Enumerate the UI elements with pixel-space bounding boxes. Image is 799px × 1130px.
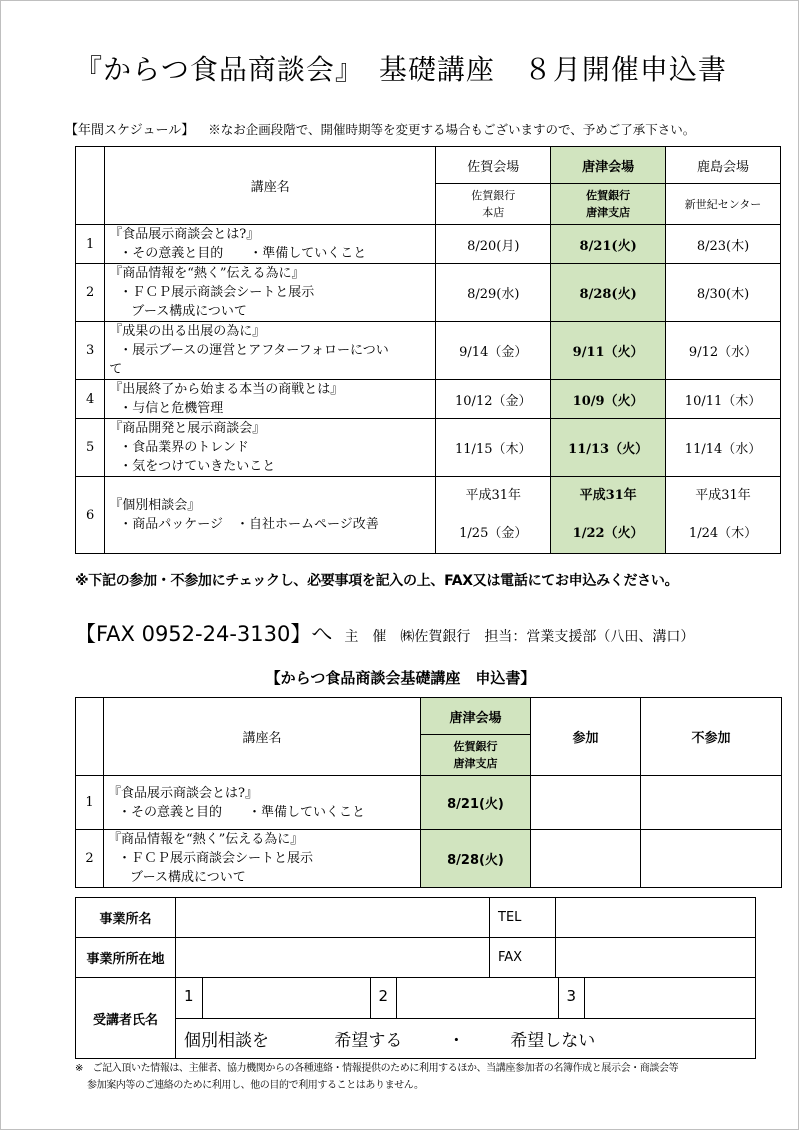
row-number: 2 xyxy=(76,830,104,888)
course-topic: ・気をつけていきたいこと xyxy=(119,459,276,474)
course-title: 『商品情報を“熱く”伝える為に』 xyxy=(109,266,305,281)
schedule-row xyxy=(76,225,781,264)
row-number: 4 xyxy=(76,380,105,419)
date-saga xyxy=(436,264,551,322)
attendee-number-2: 2 xyxy=(370,978,396,1018)
address-field[interactable] xyxy=(176,938,490,978)
date-text: 平成31年 xyxy=(695,488,751,503)
schedule-row xyxy=(76,419,781,477)
application-venue-place xyxy=(421,735,531,776)
date-text: 8/20(月) xyxy=(467,238,520,254)
course-cell xyxy=(105,264,436,322)
application-venue-place-line: 唐津支店 xyxy=(453,757,498,770)
instruction-text: ※下記の参加・不参加にチェックし、必要事項を記入の上、FAX又は電話にてお申込みください。 xyxy=(75,573,679,589)
venue-karatsu-place-line: 唐津支店 xyxy=(586,206,631,219)
absent-checkbox-cell[interactable] xyxy=(641,776,782,830)
consult-yes-option[interactable]: 希望する xyxy=(334,1031,403,1051)
course-title: 『出展終了から始まる本当の商戦とは』 xyxy=(109,382,344,397)
fax-line xyxy=(75,618,694,648)
date-text: 8/30(木) xyxy=(696,287,750,302)
course-topic: ブース構成について xyxy=(131,304,247,319)
date-kashima xyxy=(666,477,781,554)
date-text: 10/12（金） xyxy=(455,393,532,409)
attendee-name-field-1[interactable] xyxy=(202,978,370,1018)
course-topic: ・展示ブースの運営とアフターフォローについ xyxy=(119,343,389,358)
course-topic: ・ＦＣＰ展示商談会シートと展示 xyxy=(119,285,315,300)
attendee-names-cell xyxy=(176,978,756,1019)
course-cell xyxy=(105,225,436,264)
date-text: 11/14（水） xyxy=(684,442,762,457)
course-cell xyxy=(105,380,436,419)
schedule-row xyxy=(76,322,781,380)
course-cell xyxy=(104,776,421,830)
attend-checkbox-cell[interactable] xyxy=(531,776,641,830)
attend-checkbox-cell[interactable] xyxy=(531,830,641,888)
footnote-line: ※ ご記入頂いた情報は、主催者、協力機関からの各種連絡・情報提供のために利用するほか、当講座参加者の名簿作成と展示会・商談会等 xyxy=(75,1063,679,1074)
schedule-row xyxy=(76,380,781,419)
date-karatsu xyxy=(551,477,666,554)
date-text: 8/21(火) xyxy=(579,238,637,254)
date-karatsu xyxy=(551,264,666,322)
date-kashima xyxy=(666,322,781,380)
row-number: 2 xyxy=(76,264,105,322)
attendee-number-3: 3 xyxy=(558,978,584,1018)
date-kashima xyxy=(666,225,781,264)
contact-form-table xyxy=(75,897,756,1059)
footnote xyxy=(75,1060,775,1094)
date-karatsu xyxy=(551,380,666,419)
application-date: 8/28(火) xyxy=(421,830,531,888)
course-title: 『商品開発と展示商談会』 xyxy=(109,421,266,436)
schedule-table xyxy=(75,146,781,554)
date-kashima xyxy=(666,419,781,477)
date-saga xyxy=(436,380,551,419)
schedule-corner-cell xyxy=(76,147,105,225)
date-karatsu xyxy=(551,225,666,264)
tel-field[interactable] xyxy=(556,898,756,938)
date-text: 8/29(水) xyxy=(467,287,520,302)
course-topic: ブース構成について xyxy=(130,870,246,885)
schedule-heading: 【年間スケジュール】 xyxy=(65,123,195,138)
course-topic: ・その意義と目的 ・準備していくこと xyxy=(119,246,367,261)
attend-header: 参加 xyxy=(531,698,641,776)
footnote-line: 参加案内等のご連絡のために利用し、他の目的で利用することはありません。 xyxy=(87,1080,424,1091)
venue-saga-place-line: 佐賀銀行 xyxy=(471,189,516,202)
tel-label: TEL xyxy=(490,898,556,938)
date-text: 9/11（火） xyxy=(572,345,644,360)
fax-number: 【FAX 0952-24-3130】へ xyxy=(75,622,333,646)
course-topic: ・商品パッケージ ・自社ホームページ改善 xyxy=(119,517,379,532)
date-karatsu xyxy=(551,419,666,477)
course-topic: て xyxy=(109,362,123,377)
row-number: 1 xyxy=(76,225,105,264)
venue-saga-place xyxy=(436,184,551,225)
company-field[interactable] xyxy=(176,898,490,938)
row-number: 6 xyxy=(76,477,105,554)
date-text: 平成31年 xyxy=(465,488,522,503)
absent-header: 不参加 xyxy=(641,698,782,776)
attendee-name-field-2[interactable] xyxy=(396,978,558,1018)
venue-kashima-place: 新世紀センター xyxy=(666,184,781,225)
fax-label: FAX xyxy=(490,938,556,978)
course-cell xyxy=(105,322,436,380)
application-row xyxy=(76,776,782,830)
course-topic: ・食品業界のトレンド xyxy=(119,440,249,455)
address-label: 事業所所在地 xyxy=(76,938,176,978)
row-number: 1 xyxy=(76,776,104,830)
attendee-name-field-3[interactable] xyxy=(584,978,755,1018)
date-kashima xyxy=(666,380,781,419)
application-date: 8/21(火) xyxy=(421,776,531,830)
date-text: 1/25（金） xyxy=(459,526,528,541)
consult-separator: ・ xyxy=(447,1031,465,1051)
course-cell xyxy=(105,477,436,554)
course-title: 『食品展示商談会とは?』 xyxy=(108,785,258,801)
attendee-label: 受講者氏名 xyxy=(76,978,176,1059)
date-saga xyxy=(436,322,551,380)
venue-saga-place-line: 本店 xyxy=(482,206,505,219)
row-number: 3 xyxy=(76,322,105,380)
row-number: 5 xyxy=(76,419,105,477)
course-title: 『食品展示商談会とは?』 xyxy=(109,227,260,242)
application-course-header: 講座名 xyxy=(104,698,421,776)
venue-saga-name: 佐賀会場 xyxy=(436,147,551,184)
venue-karatsu-place-line: 佐賀銀行 xyxy=(586,189,631,202)
application-venue-name: 唐津会場 xyxy=(421,698,531,735)
date-saga xyxy=(436,477,551,554)
course-topic: ・その意義と目的 ・準備していくこと xyxy=(118,804,366,820)
attendee-number-1: 1 xyxy=(176,978,202,1018)
page-title: 『からつ食品商談会』 基礎講座 ８月開催申込書 xyxy=(74,53,727,86)
consult-no-option[interactable]: 希望しない xyxy=(510,1031,596,1051)
host-info: 主 催 ㈱佐賀銀行 担当：営業支援部（八田、溝口） xyxy=(344,629,695,645)
date-text: 平成31年 xyxy=(579,488,637,503)
company-label: 事業所名 xyxy=(76,898,176,938)
date-text: 9/12（水） xyxy=(688,345,758,360)
date-karatsu xyxy=(551,322,666,380)
application-table xyxy=(75,697,782,888)
date-text: 10/11（木） xyxy=(684,393,762,409)
schedule-heading-line xyxy=(65,119,695,138)
course-title: 『商品情報を“熱く”伝える為に』 xyxy=(108,832,304,847)
venue-karatsu-name: 唐津会場 xyxy=(551,147,666,184)
fax-field[interactable] xyxy=(556,938,756,978)
course-topic: ・ＦＣＰ展示商談会シートと展示 xyxy=(118,851,314,866)
course-title: 『成果の出る出展の為に』 xyxy=(109,324,266,339)
date-text: 9/14（金） xyxy=(459,345,528,360)
schedule-note: ※なお企画段階で、開催時期等を変更する場合もございますので、予めご了承下さい。 xyxy=(208,122,696,137)
schedule-row xyxy=(76,477,781,554)
venue-karatsu-place xyxy=(551,184,666,225)
course-cell xyxy=(105,419,436,477)
application-title: 【からつ食品商談会基礎講座 申込書】 xyxy=(265,669,536,687)
date-text: 8/23(木) xyxy=(696,238,750,254)
schedule-course-header: 講座名 xyxy=(105,147,436,225)
date-text: 11/13（火） xyxy=(568,442,649,457)
venue-kashima-name: 鹿島会場 xyxy=(666,147,781,184)
course-topic: ・与信と危機管理 xyxy=(119,401,224,416)
attendee-names-grid xyxy=(176,978,755,1018)
date-text: 1/24（木） xyxy=(688,526,758,541)
date-saga xyxy=(436,419,551,477)
date-text: 10/9（火） xyxy=(572,393,644,409)
course-cell xyxy=(104,830,421,888)
consult-label: 個別相談を xyxy=(184,1031,269,1051)
application-row xyxy=(76,830,782,888)
date-text: 11/15（木） xyxy=(455,442,532,457)
absent-checkbox-cell[interactable] xyxy=(641,830,782,888)
application-corner-cell xyxy=(76,698,104,776)
date-kashima xyxy=(666,264,781,322)
schedule-row xyxy=(76,264,781,322)
application-venue-place-line: 佐賀銀行 xyxy=(453,740,498,753)
date-text: 1/22（火） xyxy=(572,526,644,541)
date-text: 8/28(火) xyxy=(579,287,637,302)
course-title: 『個別相談会』 xyxy=(109,498,201,513)
date-saga xyxy=(436,225,551,264)
consult-row xyxy=(176,1019,756,1059)
